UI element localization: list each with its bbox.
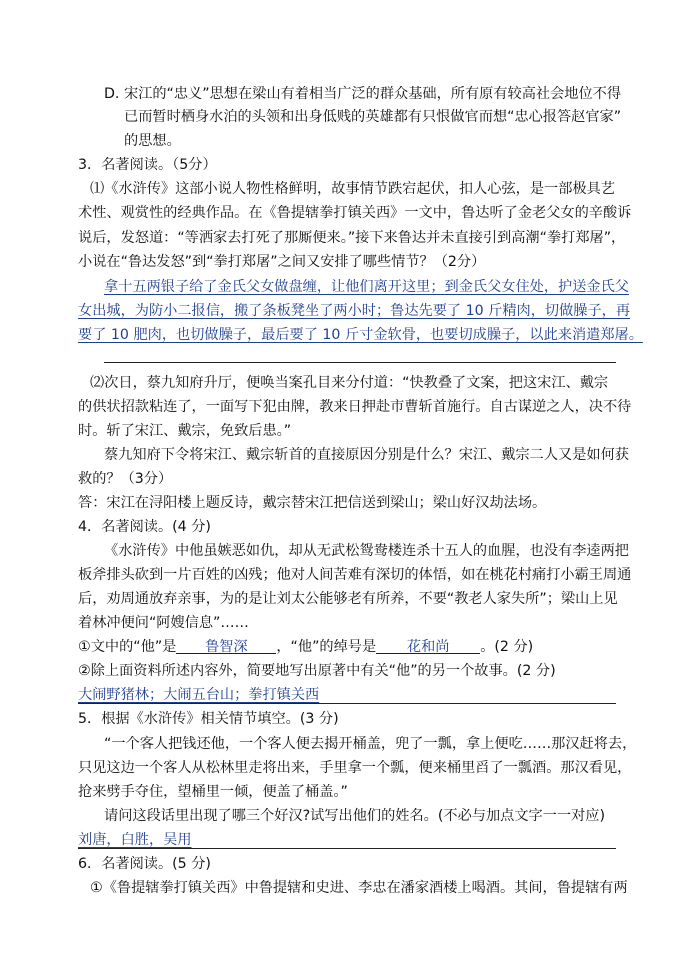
- q6-part1-line-1: ①《鲁提辖拳打镇关西》中鲁提辖和史进、李忠在潘家酒楼上喝酒。其间，鲁提辖有两: [90, 880, 628, 896]
- q4-sub1-blank-2: 花和尚: [376, 636, 480, 654]
- q3-part2-line-2: 的供状招款粘连了，一面写下犯由牌，教来日押赴市曹斩首施行。自古谋逆之人，决不待: [78, 399, 632, 415]
- q5-heading: 5．根据《水浒传》相关情节填空。(3 分): [78, 711, 339, 727]
- q5-passage-line-1: “一个客人把钱还他，一个客人便去揭开桶盖，兜了一瓢，拿上便吃……那汉赶将去，: [104, 736, 637, 752]
- q4-heading: 4．名著阅读。(4 分): [78, 519, 211, 535]
- q4-sub1-prefix: ①文中的“他”是: [78, 639, 177, 655]
- option-d-line-1: D. 宋江的“忠义”思想在梁山有着相当广泛的群众基础，所有原有较高社会地位不得: [104, 86, 622, 102]
- q3-part2-line-4: 蔡九知府下令将宋江、戴宗斩首的直接原因分别是什么？宋江、戴宗二人又是如何获: [104, 447, 629, 463]
- answer-rule-line: [78, 848, 616, 849]
- q3-answer1-line-1: 拿十五两银子给了金氏父女做盘缠，让他们离开这里；到金氏父女住处，护送金氏父: [104, 279, 629, 295]
- q3-answer1-line-3: 要了 10 肥肉，也切做臊子，最后要了 10 斤寸金软骨，也要切成臊子，以此来消遣郑屠。: [78, 327, 643, 343]
- q4-sub1-middle: ，“他”的绰号是: [276, 639, 377, 655]
- option-d-line-3: 的思想。: [124, 133, 181, 149]
- q3-part1-line-3: 说后，发怒道：“等洒家去打死了那厮便来。”接下来鲁达并未直接引到高潮“拳打郑屠”，: [78, 230, 626, 246]
- answer-rule-line: [104, 362, 616, 363]
- q4-passage-line-1: 《水浒传》中他虽嫉恶如仇，却从无武松鸳鸯楼连杀十五人的血腥，也没有李逵两把: [104, 543, 629, 559]
- q4-sub1-blank-1: 鲁智深: [176, 636, 276, 654]
- option-d-line-2: 已而暂时栖身水泊的头领和出身低贱的英雄都有只恨做官而想“忠心报答赵官家”: [124, 109, 622, 125]
- q3-answer1-line-2: 女出城，为防小二报信，搬了条板凳坐了两小时；鲁达先要了 10 斤精肉，切做臊子，再: [78, 303, 631, 319]
- q4-passage-line-4: 着林冲便问“阿嫂信息”……: [78, 615, 249, 631]
- q3-heading: 3．名著阅读。（5分）: [78, 157, 217, 173]
- q3-part2-line-5: 救的？（3分）: [78, 471, 173, 487]
- q3-answer2: 答：宋江在浔阳楼上题反诗，戴宗替宋江把信送到梁山；梁山好汉劫法场。: [78, 495, 547, 511]
- q6-heading: 6．名著阅读。(5 分): [78, 856, 211, 872]
- q5-passage-line-2: 只见这边一个客人从松林里走将出来，手里拿一个瓢，便来桶里舀了一瓢酒。那汉看见，: [78, 760, 632, 776]
- q3-part1-line-1: ⑴《水浒传》这部小说人物性格鲜明，故事情节跌宕起伏，扣人心弦，是一部极具艺: [90, 181, 615, 197]
- q4-passage-line-2: 板斧排头砍到一片百姓的凶残；他对人间苦难有深切的体悟，如在桃花村痛打小霸王周通: [78, 567, 632, 583]
- q3-part1-line-4: 小说在“鲁达发怒”到“拳打郑屠”之间又安排了哪些情节？（2分）: [78, 254, 486, 270]
- q4-sub1: [78, 636, 533, 658]
- q4-passage-line-3: 后，劝周通放弃亲事，为的是让刘太公能够老有所养，不要“教老人家失所”；梁山上见: [78, 591, 618, 607]
- answer-rule-line: [78, 703, 616, 704]
- q5-passage-line-3: 抢来劈手夺住，望桶里一倾，便盖了桶盖。”: [78, 784, 348, 800]
- q4-sub2-answer: 大闹野猪林；大闹五台山；拳打镇关西: [78, 687, 320, 703]
- q5-answer: 刘唐，白胜，吴用: [78, 832, 192, 848]
- q3-part1-line-2: 术性、观赏性的经典作品。在《鲁提辖拳打镇关西》一文中，鲁达听了金老父女的辛酸诉: [78, 205, 632, 221]
- q5-question: 请问这段话里出现了哪三个好汉?试写出他们的姓名。(不必与加点文字一一对应): [104, 808, 605, 824]
- q3-part2-line-1: ⑵次日，蔡九知府升厅，便唤当案孔目来分付道：“快教叠了文案，把这宋江、戴宗: [90, 375, 609, 391]
- q4-sub1-suffix: 。(2 分): [480, 639, 534, 655]
- q3-part2-line-3: 时。斩了宋江、戴宗，免致后患。”: [78, 423, 292, 439]
- q4-sub2: ②除上面资料所述内容外，简要地写出原著中有关“他”的另一个故事。(2 分): [78, 663, 556, 679]
